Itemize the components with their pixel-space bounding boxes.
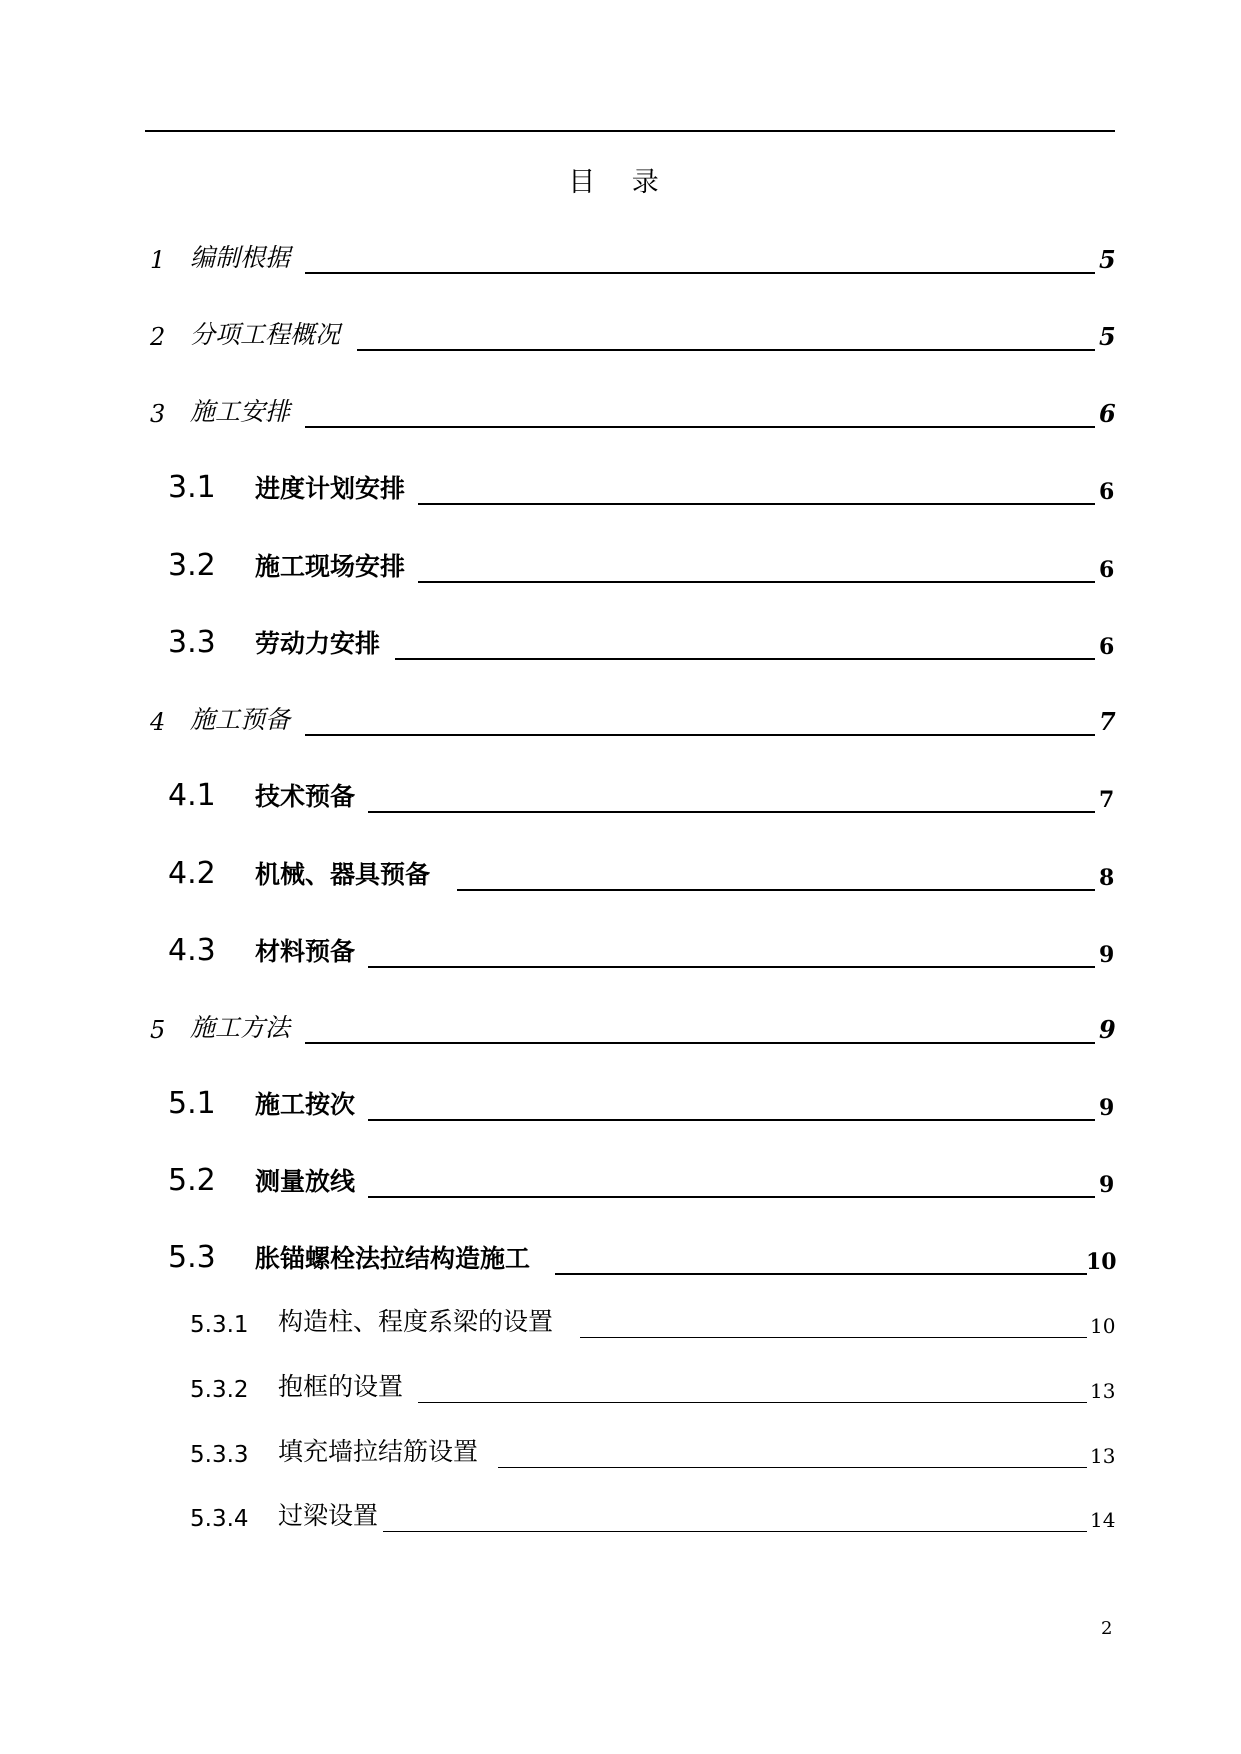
toc-entry-number: 4.3 (168, 933, 216, 968)
toc-entry-page: 6 (1099, 399, 1116, 428)
toc-leader-line (418, 503, 1095, 505)
toc-entry-number: 5.3.3 (190, 1442, 249, 1468)
toc-entry-number: 3.3 (168, 625, 216, 660)
toc-entry-number: 2 (150, 323, 166, 351)
toc-entry[interactable] (0, 853, 1241, 899)
toc-entry-page: 6 (1099, 557, 1115, 583)
toc-entry-number: 4 (150, 708, 166, 736)
header-rule (145, 130, 1115, 132)
toc-entry-label: 过梁设置 (278, 1501, 379, 1530)
toc-entry-number: 3.1 (168, 470, 216, 505)
toc-leader-line (383, 1531, 1087, 1532)
toc-leader-line (368, 1119, 1095, 1121)
toc-entry-page: 5 (1099, 322, 1116, 351)
toc-entry-number: 4.2 (168, 856, 216, 891)
toc-entry[interactable] (0, 622, 1241, 668)
toc-entry-label: 编制根据 (190, 243, 291, 272)
toc-entry-page: 9 (1099, 1095, 1115, 1121)
toc-leader-line (457, 889, 1095, 891)
toc-entry[interactable] (0, 1365, 1241, 1411)
toc-entry-label: 进度计划安排 (255, 474, 406, 503)
toc-entry-page: 7 (1099, 787, 1115, 813)
toc-leader-line (395, 658, 1095, 660)
toc-entry-label: 劳动力安排 (255, 629, 381, 658)
toc-entry[interactable] (0, 236, 1241, 282)
toc-leader-line (305, 1042, 1095, 1044)
toc-leader-line (368, 1196, 1095, 1198)
toc-entry-page: 6 (1099, 634, 1115, 660)
toc-entry[interactable] (0, 390, 1241, 436)
toc-entry[interactable] (0, 545, 1241, 591)
toc-entry[interactable] (0, 467, 1241, 513)
toc-entry[interactable] (0, 1494, 1241, 1540)
toc-entry[interactable] (0, 698, 1241, 744)
toc-entry-page: 10 (1090, 1314, 1116, 1338)
toc-entry-label: 施工现场安排 (255, 552, 406, 581)
toc-entry-label: 构造柱、程度系梁的设置 (278, 1307, 554, 1336)
toc-leader-line (357, 349, 1095, 351)
toc-entry[interactable] (0, 1430, 1241, 1476)
toc-entry-label: 施工预备 (190, 705, 291, 734)
toc-leader-line (580, 1337, 1087, 1338)
toc-entry[interactable] (0, 775, 1241, 821)
toc-entry-number: 5.3.1 (190, 1312, 249, 1338)
toc-entry-number: 5.2 (168, 1163, 216, 1198)
toc-entry-page: 5 (1099, 245, 1116, 274)
toc-entry-number: 4.1 (168, 778, 216, 813)
toc-entry-label: 材料预备 (255, 937, 356, 966)
toc-leader-line (418, 581, 1095, 583)
toc-entry-number: 3 (150, 400, 166, 428)
toc-entry-label: 技术预备 (255, 782, 356, 811)
toc-leader-line (368, 966, 1095, 968)
toc-leader-line (418, 1402, 1087, 1403)
toc-entry-number: 5.1 (168, 1086, 216, 1121)
toc-entry-label: 机械、器具预备 (255, 860, 431, 889)
toc-entry-page: 10 (1086, 1249, 1117, 1275)
toc-entry-label: 胀锚螺栓法拉结构造施工 (255, 1244, 531, 1273)
toc-entry[interactable] (0, 1160, 1241, 1206)
toc-leader-line (305, 734, 1095, 736)
toc-entry-page: 13 (1090, 1379, 1116, 1403)
toc-entry-label: 施工按次 (255, 1090, 356, 1119)
toc-leader-line (498, 1467, 1087, 1468)
toc-entry-page: 13 (1090, 1444, 1116, 1468)
toc-leader-line (305, 272, 1095, 274)
toc-entry-label: 测量放线 (255, 1167, 356, 1196)
toc-leader-line (368, 811, 1095, 813)
toc-entry[interactable] (0, 1006, 1241, 1052)
toc-entry-label: 施工方法 (190, 1013, 291, 1042)
page-number: 2 (1101, 1618, 1113, 1639)
toc-entry-number: 5.3.4 (190, 1506, 249, 1532)
toc-entry[interactable] (0, 1083, 1241, 1129)
toc-entry[interactable] (0, 313, 1241, 359)
toc-leader-line (305, 426, 1095, 428)
toc-entry-label: 抱框的设置 (278, 1372, 404, 1401)
toc-entry-number: 1 (150, 246, 166, 274)
toc-entry-label: 填充墙拉结筋设置 (278, 1437, 479, 1466)
toc-entry-number: 5.3.2 (190, 1377, 249, 1403)
toc-entry-page: 6 (1099, 479, 1115, 505)
toc-entry[interactable] (0, 930, 1241, 976)
toc-leader-line (555, 1273, 1087, 1275)
toc-entry-page: 9 (1099, 1172, 1115, 1198)
toc-entry-number: 3.2 (168, 548, 216, 583)
toc-entry-page: 14 (1090, 1508, 1116, 1532)
toc-entry-page: 7 (1099, 707, 1116, 736)
toc-entry-number: 5.3 (168, 1240, 216, 1275)
toc-title: 目 录 (568, 167, 673, 198)
toc-entry-label: 施工安排 (190, 397, 291, 426)
toc-entry-page: 9 (1099, 1015, 1116, 1044)
toc-entry[interactable] (0, 1237, 1241, 1283)
toc-entry-label: 分项工程概况 (190, 320, 341, 349)
toc-entry[interactable] (0, 1300, 1241, 1346)
toc-entry-number: 5 (150, 1016, 166, 1044)
toc-entry-page: 9 (1099, 942, 1115, 968)
toc-entry-page: 8 (1099, 865, 1115, 891)
